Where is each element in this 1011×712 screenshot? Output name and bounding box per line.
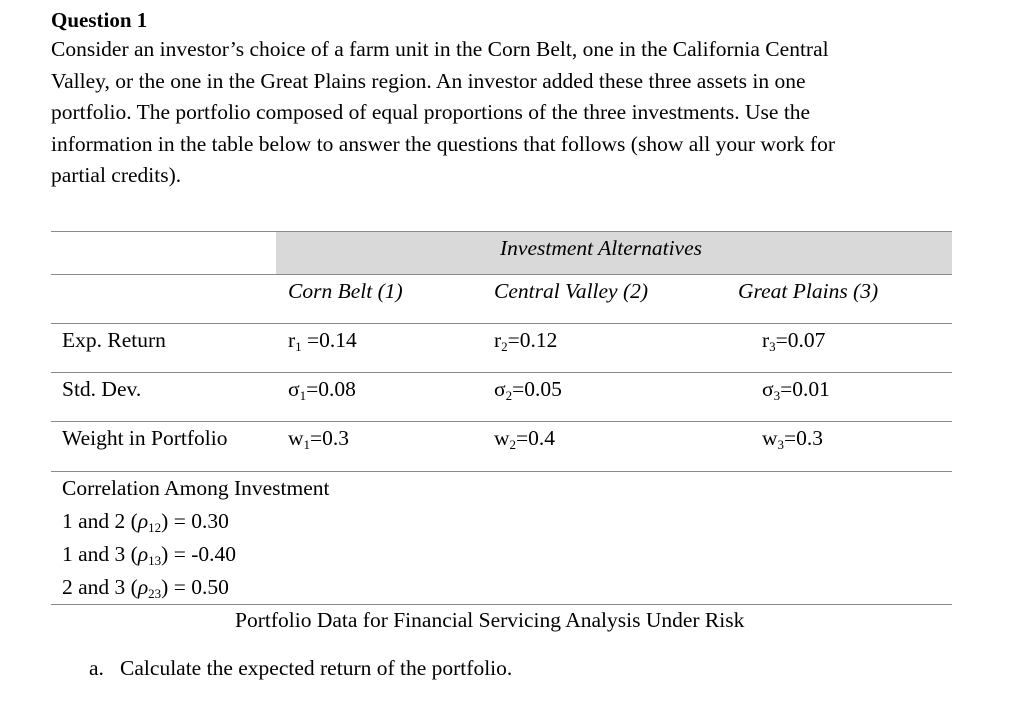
cell-w1: $w_1=0.3$ [288, 426, 350, 452]
table-rule [51, 323, 952, 324]
correlation-item-13: 1 and 3 $(\rho_{13}) = -0.40$ [62, 542, 237, 568]
row-label-std-dev: Std. Dev. [62, 377, 142, 401]
group-header: Investment Alternatives [500, 236, 703, 260]
table-rule [51, 372, 952, 373]
intro-line: partial credits). [51, 163, 182, 188]
cell-sigma1: $\sigma_1=0.08$ [288, 377, 356, 403]
table-rule [51, 604, 952, 605]
part-marker: a. [89, 656, 104, 680]
column-header-great-plains: Great Plains (3) [738, 279, 879, 303]
row-label-weight: Weight in Portfolio [62, 426, 228, 450]
cell-r3: $r_3=0.07$ [762, 328, 826, 354]
row-label-exp-return: Exp. Return [62, 328, 166, 352]
intro-line: Consider an investor’s choice of a farm unit in the Corn Belt, one in the California Central [51, 37, 829, 61]
table-rule [51, 274, 952, 275]
correlation-item-12: 1 and 2 $(\rho_{12}) = 0.30$ [62, 509, 229, 535]
question-part-a [89, 656, 512, 681]
question-title: Question 1 [51, 8, 148, 32]
column-header-central-valley: Central Valley (2) [494, 279, 649, 303]
cell-sigma2: $\sigma_2=0.05$ [494, 377, 562, 403]
part-text: Calculate the expected return of the portfolio. [120, 656, 513, 680]
correlation-item-23: 2 and 3 $(\rho_{23}) = 0.50$ [62, 575, 229, 601]
intro-line: information in the table below to answer the questions that follows (show all your work for [51, 131, 835, 156]
cell-w3: $w_3=0.3$ [762, 426, 824, 452]
cell-w2: $w_2=0.4$ [494, 426, 556, 452]
intro-line: Valley, or the one in the Great Plains region. An investor added these three assets in one [51, 68, 806, 93]
column-header-corn-belt: Corn Belt (1) [288, 279, 403, 303]
question-intro [51, 34, 951, 192]
correlation-heading: Correlation Among Investment [62, 476, 330, 500]
intro-line: portfolio. The portfolio composed of equal proportions of the three investments. Use the [51, 100, 811, 125]
table-caption: Portfolio Data for Financial Servicing Analysis Under Risk [235, 608, 745, 632]
table-rule [51, 421, 952, 422]
cell-sigma3: $\sigma_3=0.01$ [762, 377, 830, 403]
cell-r2: $r_2=0.12$ [494, 328, 558, 354]
cell-r1: $r_1 =0.14$ [288, 328, 357, 354]
table-rule [51, 471, 952, 472]
